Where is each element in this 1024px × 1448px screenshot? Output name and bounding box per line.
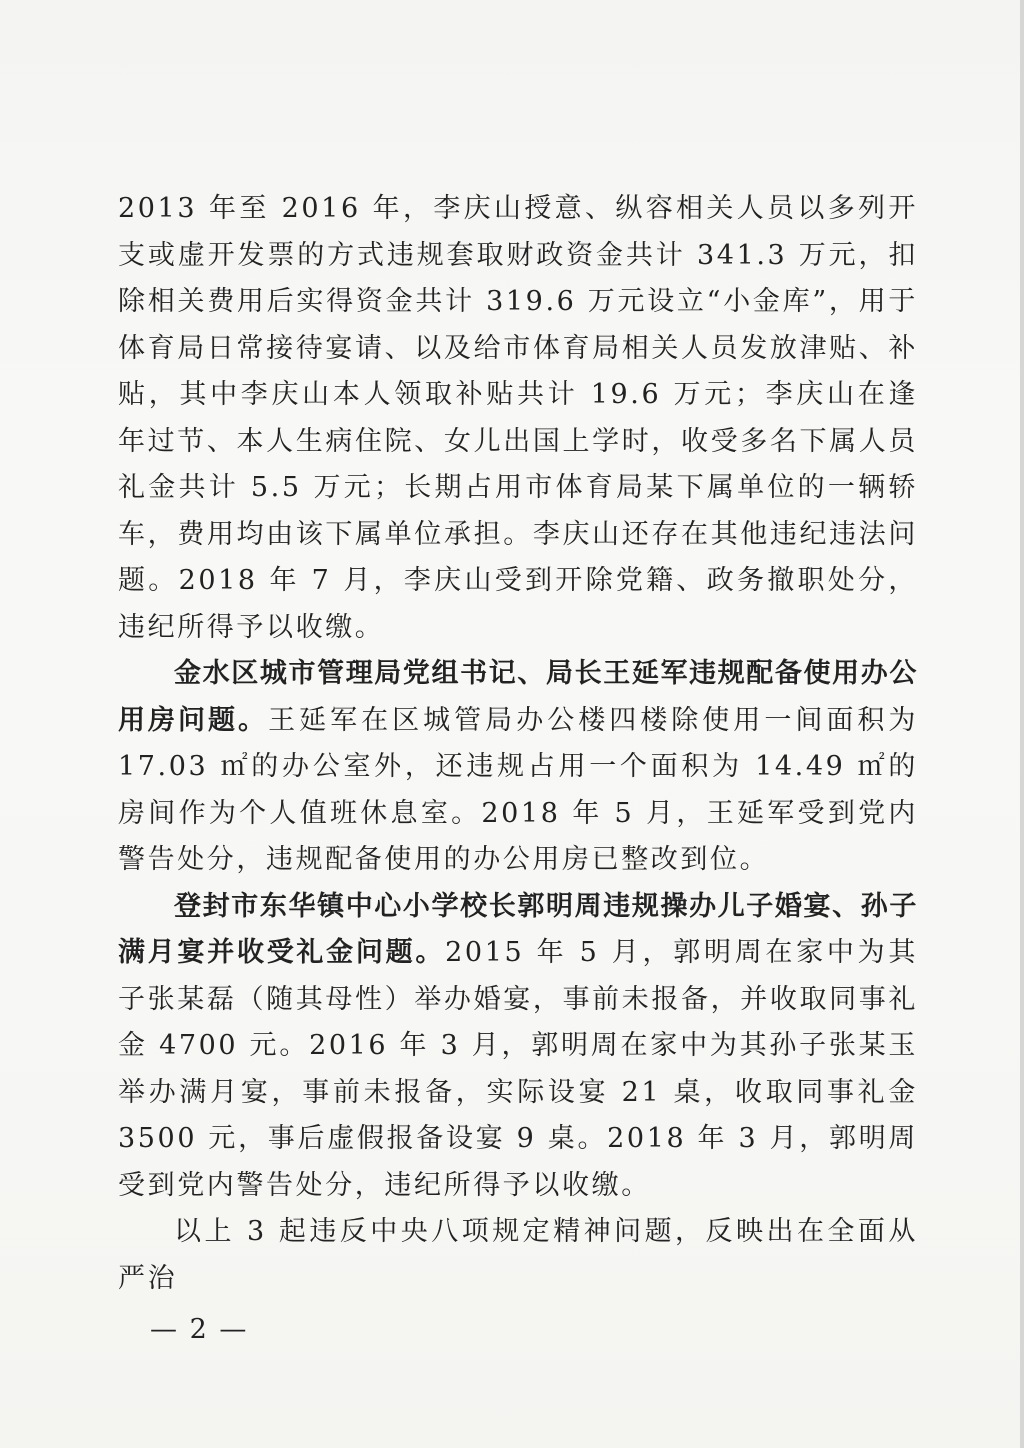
paragraph-text: 以上 3 起违反中央八项规定精神问题，反映出在全面从严治	[118, 1216, 918, 1294]
paragraph-text: 王延军在区城管局办公楼四楼除使用一间面积为 17.03 ㎡的办公室外，还违规占用一个面积为 14.49 ㎡的房间作为个人值班休息室。2018 年 5 月，王延军受到党内警告处分，违规配备使用的办公用房已整改到位。	[118, 704, 918, 875]
paragraph-text: 2015 年 5 月，郭明周在家中为其子张某磊（随其母性）举办婚宴，事前未报备，并收取同事礼金 4700 元。2016 年 3 月，郭明周在家中为其孙子张某玉举办满月宴，事前未报备，实际设宴 21 桌，收取同事礼金 3500 元，事后虚假报备设宴 9 桌。2018 年 3 月，郭明周受到党内警告处分，违纪所得予以收缴。	[118, 937, 918, 1201]
paragraph-wang-yanjun	[118, 651, 918, 884]
paragraph-guo-mingzhou	[118, 884, 918, 1210]
page-edge-shadow	[1020, 0, 1024, 1448]
document-body	[118, 186, 918, 1302]
paragraph-summary	[118, 1209, 918, 1302]
paragraph-li-qingshan	[118, 186, 918, 651]
paragraph-heading: 登封市东华镇中心小学校长郭明周违规操办儿子婚宴、孙子满月宴并收受礼金问题。	[118, 890, 918, 968]
paragraph-text: 2013 年至 2016 年，李庆山授意、纵容相关人员以多列开支或虚开发票的方式违规套取财政资金共计 341.3 万元，扣除相关费用后实得资金共计 319.6 万元设立“小金库”，用于体育局日常接待宴请、以及给市体育局相关人员发放津贴、补贴，其中李庆山本人领取补贴共计 19.6 万元；李庆山在逢年过节、本人生病住院、女儿出国上学时，收受多名下属人员礼金共计 5.5 万元；长期占用市体育局某下属单位的一辆轿车，费用均由该下属单位承担。李庆山还存在其他违纪违法问题。2018 年 7 月，李庆山受到开除党籍、政务撤职处分，违纪所得予以收缴。	[118, 193, 918, 643]
paragraph-heading: 金水区城市管理局党组书记、局长王延军违规配备使用办公用房问题。	[118, 658, 918, 736]
page-number: — 2 —	[150, 1314, 249, 1345]
